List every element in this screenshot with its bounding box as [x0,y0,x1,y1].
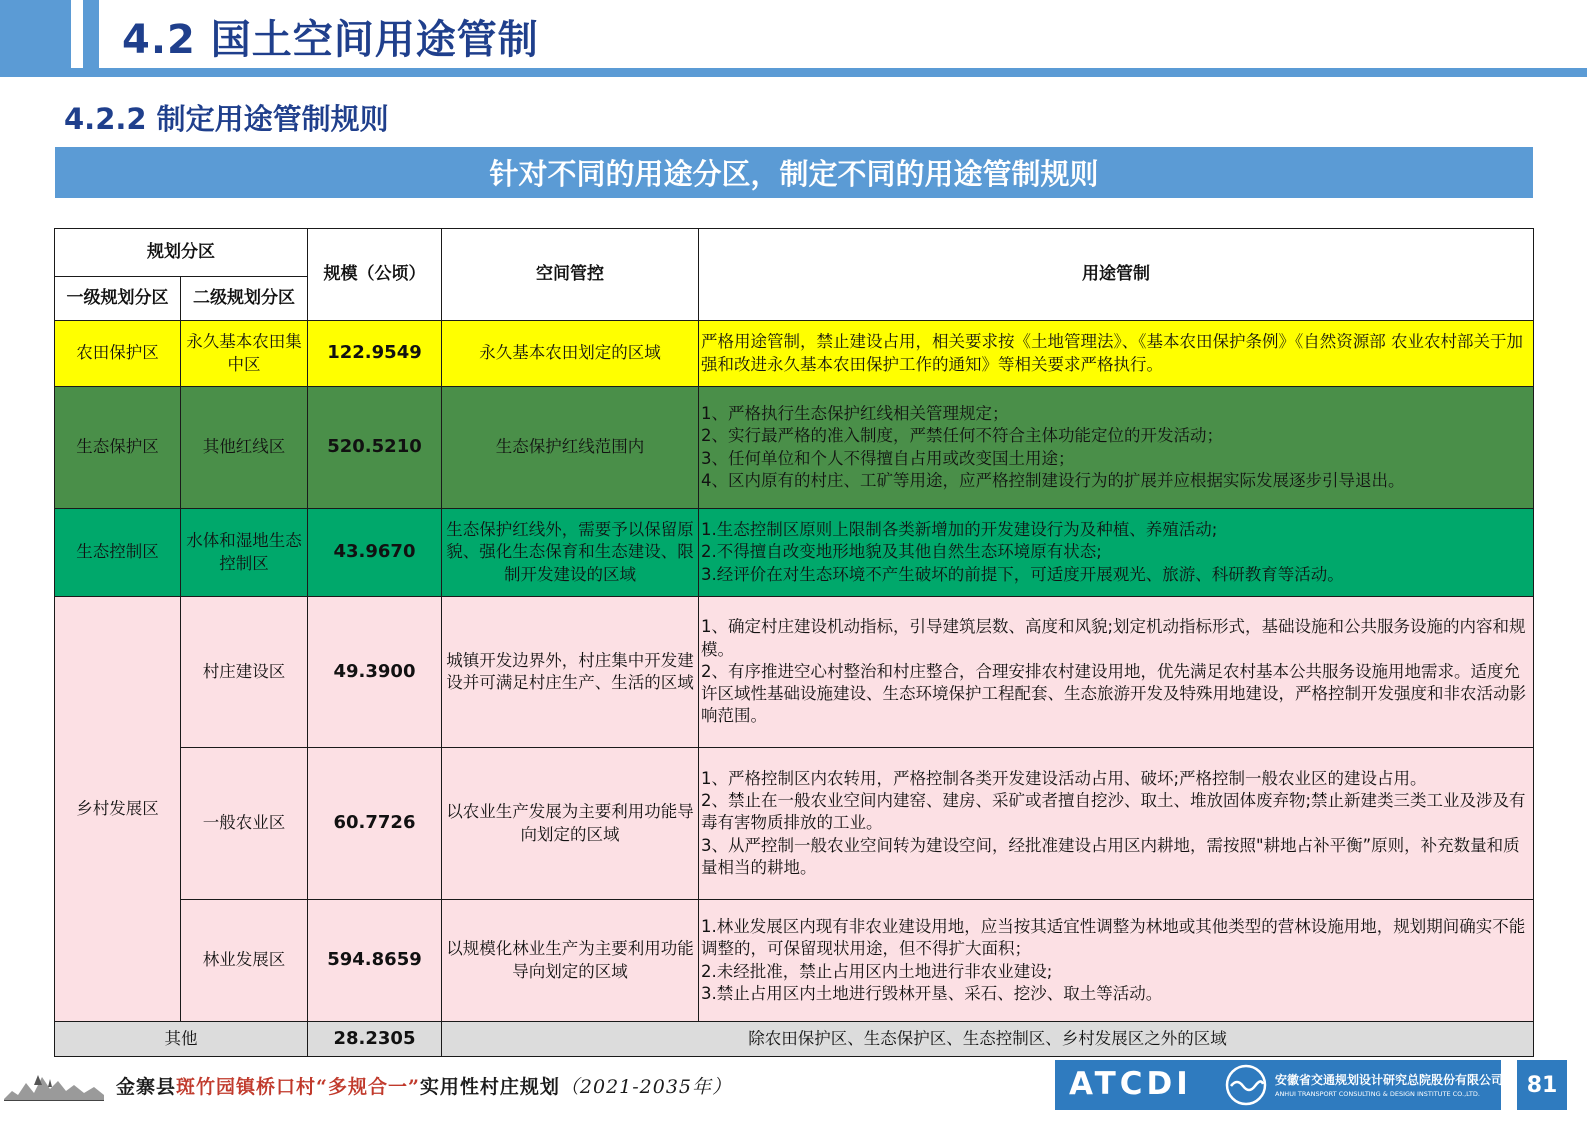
usage-line: 3、任何单位和个人不得擅自占用或改变国土用途； [701,448,1075,468]
usage-cell [699,321,1534,387]
table-header-row [55,229,1534,277]
spatial-cell: 永久基本农田划定的区域 [442,321,699,387]
usage-line: 2.未经批准，禁止占用区内土地进行非农业建设; [701,961,1053,981]
other-label: 其他 [55,1022,308,1057]
section-banner: 针对不同的用途分区，制定不同的用途管制规则 [55,147,1533,198]
level2-cell: 林业发展区 [181,900,308,1022]
level1-cell: 农田保护区 [55,321,181,387]
header-accent-block [0,0,71,68]
scale-cell: 122.9549 [308,321,442,387]
table-row-other [55,1022,1534,1057]
table-row [55,748,1534,900]
usage-line: 1.林业发展区内现有非农业建设用地，应当按其适宜性调整为林地或其他类型的营林设施用地，规划期间确实不能调整的，可保留现状用途，但不得扩大面积； [701,916,1526,959]
usage-line: 3.经评价在对生态环境不产生破坏的前提下，可适度开展观光、旅游、科研教育等活动。 [701,564,1344,584]
spatial-cell: 生态保护红线外，需要予以保留原貌、强化生态保育和生态建设、限制开发建设的区域 [442,509,699,597]
level1-cell: 生态控制区 [55,509,181,597]
level1-cell: 生态保护区 [55,387,181,509]
scale-cell: 43.9670 [308,509,442,597]
usage-line: 2、有序推进空心村整治和村庄整合，合理安排农村建设用地，优先满足农村基本公共服务设施用地需求。适度允许区域性基础设施建设、生态环境保护工程配套、生态旅游开发及特殊用地建设，严格控制开发强度和非农活动影响范围。 [701,661,1526,726]
project-years: （2021-2035年） [559,1076,733,1098]
usage-line: 2.不得擅自改变地形地貌及其他自然生态环境原有状态; [701,542,1102,562]
usage-line: 3、从严控制一般农业空间转为建设空间，经批准建设占用区内耕地，需按照"耕地占补平衡”原则，补充数量和质量相当的耕地。 [701,835,1520,877]
logo-wordmark: ATCDI [1069,1066,1192,1102]
spatial-cell: 以农业生产发展为主要利用功能导向划定的区域 [442,748,699,900]
usage-line: 严格用途管制，禁止建设占用，相关要求按《土地管理法》、《基本农田保护条例》《自然资源部 农业农村部关于加强和改进永久基本农田保护工作的通知》等相关要求严格执行。 [701,332,1523,374]
table-row [55,900,1534,1022]
usage-line: 2、禁止在一般农业空间内建窑、建房、采矿或者擅自挖沙、取土、堆放固体废弃物;禁止新建类三类工业及涉及有毒有害物质排放的工业。 [701,791,1526,833]
usage-line: 1.生态控制区原则上限制各类新增加的开发建设行为及种植、养殖活动; [701,520,1218,540]
header-scale: 规模（公顷） [308,229,442,321]
spatial-cell: 城镇开发边界外，村庄集中开发建设并可满足村庄生产、生活的区域 [442,597,699,748]
usage-line: 4、区内原有的村庄、工矿等用途，应严格控制建设行为的扩展并应根据实际发展逐步引导退出。 [701,470,1405,490]
company-name-cn: 安徽省交通规划设计研究总院股份有限公司 [1275,1073,1504,1087]
scale-cell: 520.5210 [308,387,442,509]
table-row [55,387,1534,509]
project-village: 斑竹园镇桥口村“多规合一” [176,1076,420,1098]
table-row [55,509,1534,597]
project-title [116,1072,732,1099]
section-subtitle: 4.2.2 制定用途管制规则 [64,102,389,136]
level1-cell: 乡村发展区 [55,597,181,1022]
level2-cell: 村庄建设区 [181,597,308,748]
level2-cell: 水体和湿地生态控制区 [181,509,308,597]
usage-cell [699,597,1534,748]
usage-line: 2、实行最严格的准入制度，严禁任何不符合主体功能定位的开发活动； [701,426,1223,446]
table-row [55,321,1534,387]
scale-cell: 49.3900 [308,597,442,748]
header-zoning: 规划分区 [55,229,308,277]
level2-cell: 一般农业区 [181,748,308,900]
page-title: 4.2 国土空间用途管制 [122,17,539,63]
usage-line: 1、严格执行生态保护红线相关管理规定； [701,403,1009,423]
table-row [55,597,1534,748]
usage-line: 1、确定村庄建设机动指标，引导建筑层数、高度和风貌;划定机动指标形式，基础设施和公共服务设施的内容和规模。 [701,617,1526,659]
header-level1: 一级规划分区 [55,277,181,321]
other-scale: 28.2305 [308,1022,442,1057]
scale-cell: 60.7726 [308,748,442,900]
header-accent-stripe [83,0,99,68]
header-level2: 二级规划分区 [181,277,308,321]
usage-cell [699,509,1534,597]
header-usage-control: 用途管制 [699,229,1534,321]
spatial-cell: 以规模化林业生产为主要利用功能导向划定的区域 [442,900,699,1022]
level2-cell: 永久基本农田集中区 [181,321,308,387]
usage-cell [699,387,1534,509]
spatial-cell: 生态保护红线范围内 [442,387,699,509]
usage-cell [699,748,1534,900]
usage-line: 3.禁止占用区内土地进行毁林开垦、采石、挖沙、取土等活动。 [701,983,1163,1003]
company-name-en: ANHUI TRANSPORT CONSULTING & DESIGN INSTITUTE CO.,LTD. [1275,1090,1480,1098]
page-number: 81 [1517,1060,1567,1110]
wave-circle-icon [1225,1064,1267,1106]
project-type: 实用性村庄规划 [419,1076,560,1098]
usage-control-table [54,228,1534,1057]
usage-line: 1、严格控制区内农转用，严格控制各类开发建设活动占用、破坏;严格控制一般农业区的建设占用。 [701,768,1427,788]
header-spatial-control: 空间管控 [442,229,699,321]
project-county: 金寨县 [116,1076,177,1098]
usage-cell [699,900,1534,1022]
landscape-illustration [4,1065,104,1101]
level2-cell: 其他红线区 [181,387,308,509]
scale-cell: 594.8659 [308,900,442,1022]
header-underline [0,68,1587,77]
other-desc: 除农田保护区、生态保护区、生态控制区、乡村发展区之外的区域 [442,1022,1534,1057]
company-logo [1055,1060,1504,1110]
